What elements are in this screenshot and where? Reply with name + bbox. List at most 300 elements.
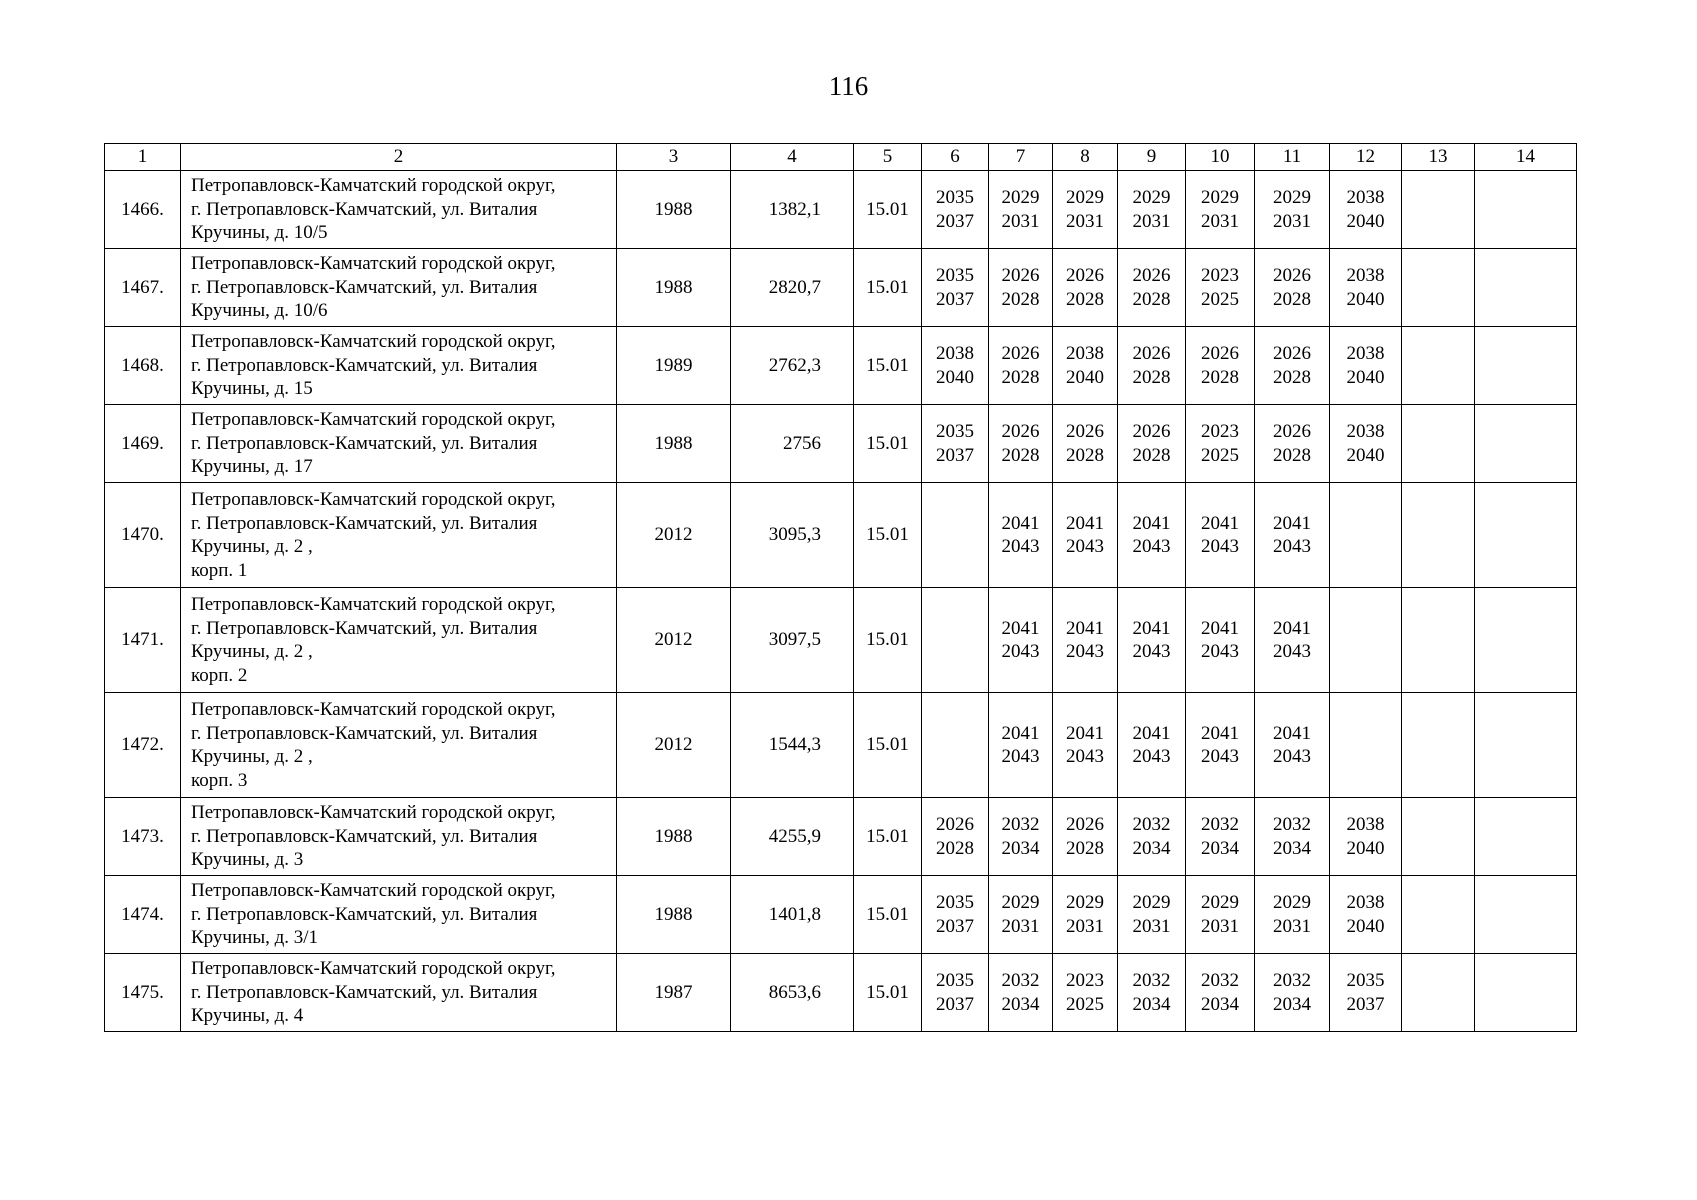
period-end: 2043 — [1132, 641, 1171, 662]
address-line: г. Петропавловск-Камчатский, ул. Виталия — [191, 198, 538, 220]
period-start: 2041 — [1001, 512, 1040, 534]
period-cell-col-10 — [1186, 483, 1255, 588]
period-start: 2041 — [1273, 722, 1311, 744]
period-end: 2028 — [1132, 288, 1171, 310]
code-cell: 15.01 — [854, 798, 922, 876]
period-cell-col-10 — [1186, 798, 1255, 876]
period-start: 2026 — [1273, 265, 1311, 286]
period-cell-col-8 — [1053, 171, 1118, 249]
period-start: 2029 — [1066, 892, 1104, 913]
period-cell-col-10 — [1186, 588, 1255, 693]
period-cell-col-7 — [989, 249, 1053, 327]
period-cell-col-6 — [922, 249, 989, 327]
period-end: 2037 — [936, 288, 974, 310]
period-cell-col-6 — [922, 405, 989, 483]
period-start: 2026 — [1201, 343, 1239, 364]
period-start: 2041 — [1001, 722, 1040, 744]
period-cell-col-9 — [1118, 693, 1186, 798]
period-start: 2026 — [1001, 265, 1040, 286]
address-line: Петропавловск-Камчатский городской округ, — [191, 253, 556, 275]
address-line: Петропавловск-Камчатский городской округ, — [191, 880, 556, 902]
period-start: 2026 — [1273, 421, 1311, 442]
period-cell-col-7 — [989, 483, 1053, 588]
period-end: 2043 — [1066, 641, 1104, 662]
period-end: 2025 — [1201, 444, 1239, 466]
address-cell — [181, 171, 617, 249]
year-cell: 1988 — [617, 798, 731, 876]
period-end: 2043 — [1132, 746, 1171, 767]
period-start: 2035 — [936, 187, 974, 208]
period-start: 2035 — [936, 265, 974, 286]
period-end: 2043 — [1066, 746, 1104, 767]
table-row — [105, 876, 1577, 954]
period-end: 2031 — [1066, 210, 1104, 232]
period-end: 2028 — [1132, 366, 1171, 388]
period-cell-col-13 — [1402, 483, 1475, 588]
area-cell: 1544,3 — [731, 693, 854, 798]
period-cell-col-6 — [922, 327, 989, 405]
column-header-8: 8 — [1053, 144, 1118, 171]
period-end: 2043 — [1066, 536, 1104, 557]
period-end: 2028 — [1001, 366, 1040, 388]
code-cell: 15.01 — [854, 327, 922, 405]
period-end: 2037 — [936, 210, 974, 232]
table-row — [105, 588, 1577, 693]
period-start: 2041 — [1066, 722, 1104, 744]
period-cell-col-8 — [1053, 588, 1118, 693]
period-end: 2034 — [1273, 837, 1311, 859]
address-line: г. Петропавловск-Камчатский, ул. Виталия — [191, 825, 538, 847]
period-cell-col-8 — [1053, 876, 1118, 954]
period-start: 2035 — [936, 421, 974, 442]
period-cell-col-7 — [989, 876, 1053, 954]
year-cell: 1988 — [617, 171, 731, 249]
page-number: 116 — [828, 71, 869, 101]
period-start: 2026 — [936, 814, 974, 835]
period-end: 2034 — [1132, 837, 1171, 859]
column-header-3: 3 — [617, 144, 731, 171]
address-line: г. Петропавловск-Камчатский, ул. Виталия — [191, 354, 538, 376]
period-start: 2026 — [1066, 814, 1104, 835]
period-cell-col-8 — [1053, 405, 1118, 483]
period-cell-col-9 — [1118, 249, 1186, 327]
period-end: 2040 — [1346, 210, 1385, 232]
column-header-6: 6 — [922, 144, 989, 171]
period-start: 2026 — [1132, 421, 1171, 442]
period-end: 2040 — [1066, 366, 1104, 388]
period-cell-col-10 — [1186, 327, 1255, 405]
period-start: 2029 — [1066, 187, 1104, 208]
period-start: 2032 — [1201, 970, 1239, 991]
address-line: Кручины, д. 4 — [191, 1005, 304, 1027]
period-end: 2028 — [1066, 444, 1104, 466]
row-number-cell: 1468. — [105, 327, 181, 405]
address-line: Кручины, д. 17 — [191, 456, 313, 478]
column-header-4: 4 — [731, 144, 854, 171]
period-cell-col-13 — [1402, 954, 1475, 1032]
row-number-cell: 1470. — [105, 483, 181, 588]
period-end: 2031 — [1201, 915, 1239, 937]
period-end: 2034 — [1273, 993, 1311, 1015]
address-line: Кручины, д. 10/5 — [191, 222, 328, 244]
period-start: 2032 — [1273, 814, 1311, 835]
period-cell-col-11 — [1255, 954, 1330, 1032]
period-start: 2038 — [1346, 343, 1385, 364]
table-row — [105, 171, 1577, 249]
period-end: 2031 — [1273, 210, 1311, 232]
address-line: корп. 3 — [191, 769, 248, 791]
period-cell-col-12 — [1330, 483, 1402, 588]
period-cell-col-9 — [1118, 171, 1186, 249]
table-row — [105, 405, 1577, 483]
period-cell-col-12 — [1330, 693, 1402, 798]
period-cell-col-9 — [1118, 327, 1186, 405]
period-cell-col-11 — [1255, 876, 1330, 954]
period-end: 2040 — [1346, 837, 1385, 859]
period-end: 2043 — [1001, 746, 1040, 767]
period-start: 2038 — [1346, 187, 1385, 208]
period-cell-col-14 — [1475, 876, 1577, 954]
period-start: 2023 — [1201, 421, 1239, 442]
period-end: 2043 — [1273, 641, 1311, 662]
address-line: Кручины, д. 10/6 — [191, 300, 328, 322]
period-cell-col-10 — [1186, 249, 1255, 327]
period-cell-col-13 — [1402, 588, 1475, 693]
period-end: 2037 — [1346, 993, 1385, 1015]
area-cell: 1382,1 — [731, 171, 854, 249]
address-line: Петропавловск-Камчатский городской округ, — [191, 489, 556, 510]
address-line: Кручины, д. 15 — [191, 378, 313, 400]
period-end: 2043 — [1132, 536, 1171, 557]
period-end: 2031 — [1132, 210, 1171, 232]
period-cell-col-8 — [1053, 693, 1118, 798]
address-cell — [181, 327, 617, 405]
period-end: 2028 — [1066, 837, 1104, 859]
code-cell: 15.01 — [854, 483, 922, 588]
period-start: 2026 — [1001, 343, 1040, 364]
period-cell-col-8 — [1053, 954, 1118, 1032]
year-cell: 1988 — [617, 405, 731, 483]
period-start: 2041 — [1273, 617, 1311, 639]
address-line: г. Петропавловск-Камчатский, ул. Виталия — [191, 903, 538, 925]
address-line: Петропавловск-Камчатский городской округ, — [191, 802, 556, 824]
period-end: 2034 — [1001, 837, 1040, 859]
period-cell-col-6 — [922, 483, 989, 588]
period-cell-col-11 — [1255, 588, 1330, 693]
period-cell-col-9 — [1118, 588, 1186, 693]
period-cell-col-13 — [1402, 876, 1475, 954]
period-cell-col-11 — [1255, 798, 1330, 876]
period-end: 2043 — [1201, 641, 1239, 662]
address-cell — [181, 876, 617, 954]
period-end: 2034 — [1132, 993, 1171, 1015]
period-end: 2031 — [1001, 915, 1040, 937]
period-start: 2041 — [1066, 512, 1104, 534]
period-start: 2041 — [1001, 617, 1040, 639]
code-cell: 15.01 — [854, 588, 922, 693]
period-cell-col-13 — [1402, 693, 1475, 798]
period-start: 2032 — [1273, 970, 1311, 991]
period-cell-col-14 — [1475, 249, 1577, 327]
year-cell: 1988 — [617, 876, 731, 954]
period-cell-col-13 — [1402, 171, 1475, 249]
period-start: 2029 — [1273, 892, 1311, 913]
period-start: 2026 — [1066, 265, 1104, 286]
period-cell-col-8 — [1053, 483, 1118, 588]
table-row — [105, 798, 1577, 876]
period-cell-col-10 — [1186, 693, 1255, 798]
address-line: г. Петропавловск-Камчатский, ул. Виталия — [191, 981, 538, 1003]
area-cell: 3097,5 — [731, 588, 854, 693]
row-number-cell: 1466. — [105, 171, 181, 249]
period-end: 2028 — [1273, 366, 1311, 388]
address-cell — [181, 954, 617, 1032]
period-start: 2026 — [1066, 421, 1104, 442]
address-line: Петропавловск-Камчатский городской округ, — [191, 958, 556, 980]
address-line: г. Петропавловск-Камчатский, ул. Виталия — [191, 617, 538, 639]
area-cell: 1401,8 — [731, 876, 854, 954]
period-end: 2040 — [1346, 915, 1385, 937]
period-start: 2041 — [1273, 512, 1311, 534]
period-start: 2029 — [1001, 892, 1040, 913]
address-cell — [181, 798, 617, 876]
code-cell: 15.01 — [854, 954, 922, 1032]
period-cell-col-14 — [1475, 954, 1577, 1032]
period-start: 2032 — [1001, 970, 1040, 991]
address-cell — [181, 588, 617, 693]
period-start: 2026 — [1001, 421, 1040, 442]
column-header-2: 2 — [181, 144, 617, 171]
table-row — [105, 249, 1577, 327]
period-end: 2043 — [1001, 641, 1040, 662]
period-cell-col-9 — [1118, 798, 1186, 876]
period-end: 2037 — [936, 444, 974, 466]
code-cell: 15.01 — [854, 171, 922, 249]
period-start: 2026 — [1132, 265, 1171, 286]
period-start: 2029 — [1132, 892, 1171, 913]
column-header-1: 1 — [105, 144, 181, 171]
period-start: 2029 — [1201, 892, 1239, 913]
year-cell: 1987 — [617, 954, 731, 1032]
period-cell-col-11 — [1255, 327, 1330, 405]
period-start: 2035 — [936, 970, 974, 991]
period-cell-col-14 — [1475, 693, 1577, 798]
period-end: 2028 — [1273, 288, 1311, 310]
period-cell-col-7 — [989, 588, 1053, 693]
period-cell-col-10 — [1186, 876, 1255, 954]
area-cell: 2820,7 — [731, 249, 854, 327]
address-line: Кручины, д. 2 , — [191, 641, 313, 662]
table-row — [105, 483, 1577, 588]
address-line: Кручины, д. 3 — [191, 849, 304, 871]
address-line: Петропавловск-Камчатский городской округ, — [191, 594, 556, 615]
period-start: 2041 — [1201, 512, 1239, 534]
period-start: 2038 — [1346, 814, 1385, 835]
period-start: 2038 — [1346, 892, 1385, 913]
period-end: 2031 — [1273, 915, 1311, 937]
table-row — [105, 693, 1577, 798]
period-cell-col-7 — [989, 693, 1053, 798]
address-line: Кручины, д. 3/1 — [191, 927, 319, 949]
row-number-cell: 1469. — [105, 405, 181, 483]
period-start: 2032 — [1201, 814, 1239, 835]
table-row — [105, 327, 1577, 405]
period-end: 2037 — [936, 915, 974, 937]
period-cell-col-14 — [1475, 327, 1577, 405]
period-cell-col-12 — [1330, 954, 1402, 1032]
address-line: Кручины, д. 2 , — [191, 746, 313, 767]
period-start: 2026 — [1273, 343, 1311, 364]
period-end: 2040 — [936, 366, 974, 388]
area-cell: 2756 — [731, 405, 854, 483]
address-line: Петропавловск-Камчатский городской округ, — [191, 175, 556, 197]
code-cell: 15.01 — [854, 405, 922, 483]
row-number-cell: 1475. — [105, 954, 181, 1032]
period-cell-col-6 — [922, 876, 989, 954]
row-number-cell: 1467. — [105, 249, 181, 327]
period-cell-col-7 — [989, 405, 1053, 483]
year-cell: 2012 — [617, 483, 731, 588]
period-start: 2032 — [1001, 814, 1040, 835]
address-cell — [181, 249, 617, 327]
address-line: корп. 2 — [191, 664, 248, 686]
period-start: 2026 — [1132, 343, 1171, 364]
row-number-cell: 1473. — [105, 798, 181, 876]
period-cell-col-11 — [1255, 483, 1330, 588]
period-start: 2038 — [936, 343, 974, 364]
period-cell-col-10 — [1186, 954, 1255, 1032]
year-cell: 1988 — [617, 249, 731, 327]
row-number-cell: 1471. — [105, 588, 181, 693]
period-cell-col-14 — [1475, 171, 1577, 249]
period-start: 2023 — [1201, 265, 1239, 286]
period-end: 2025 — [1201, 288, 1239, 310]
column-header-7: 7 — [989, 144, 1053, 171]
row-number-cell: 1472. — [105, 693, 181, 798]
address-line: г. Петропавловск-Камчатский, ул. Виталия — [191, 276, 538, 298]
period-cell-col-8 — [1053, 798, 1118, 876]
period-cell-col-14 — [1475, 798, 1577, 876]
period-cell-col-10 — [1186, 171, 1255, 249]
period-start: 2038 — [1346, 265, 1385, 286]
period-start: 2041 — [1132, 512, 1171, 534]
address-line: Петропавловск-Камчатский городской округ, — [191, 699, 556, 720]
period-end: 2040 — [1346, 444, 1385, 466]
area-cell: 4255,9 — [731, 798, 854, 876]
code-cell: 15.01 — [854, 693, 922, 798]
period-end: 2025 — [1066, 993, 1104, 1015]
period-cell-col-6 — [922, 588, 989, 693]
period-end: 2037 — [936, 993, 974, 1015]
column-header-11: 11 — [1255, 144, 1330, 171]
period-end: 2043 — [1201, 746, 1239, 767]
period-end: 2043 — [1273, 536, 1311, 557]
period-end: 2028 — [1001, 288, 1040, 310]
period-end: 2028 — [936, 837, 974, 859]
period-start: 2038 — [1066, 343, 1104, 364]
code-cell: 15.01 — [854, 249, 922, 327]
address-line: корп. 1 — [191, 559, 248, 581]
period-start: 2032 — [1132, 814, 1171, 835]
period-cell-col-9 — [1118, 876, 1186, 954]
address-line: г. Петропавловск-Камчатский, ул. Виталия — [191, 432, 538, 454]
period-cell-col-11 — [1255, 693, 1330, 798]
address-line: г. Петропавловск-Камчатский, ул. Виталия — [191, 722, 538, 744]
period-end: 2043 — [1273, 746, 1311, 767]
period-cell-col-8 — [1053, 249, 1118, 327]
area-cell: 3095,3 — [731, 483, 854, 588]
period-start: 2041 — [1132, 617, 1171, 639]
period-cell-col-7 — [989, 798, 1053, 876]
period-start: 2035 — [1346, 970, 1385, 991]
period-cell-col-13 — [1402, 405, 1475, 483]
column-number-row — [105, 144, 1577, 171]
period-end: 2031 — [1201, 210, 1239, 232]
column-header-12: 12 — [1330, 144, 1402, 171]
column-header-13: 13 — [1402, 144, 1475, 171]
period-end: 2031 — [1066, 915, 1104, 937]
period-cell-col-8 — [1053, 327, 1118, 405]
column-header-14: 14 — [1475, 144, 1577, 171]
period-start: 2029 — [1132, 187, 1171, 208]
address-line: Петропавловск-Камчатский городской округ, — [191, 331, 556, 353]
period-cell-col-6 — [922, 798, 989, 876]
period-end: 2034 — [1001, 993, 1040, 1015]
period-end: 2040 — [1346, 366, 1385, 388]
period-start: 2029 — [1001, 187, 1040, 208]
row-number-cell: 1474. — [105, 876, 181, 954]
period-start: 2038 — [1346, 421, 1385, 442]
period-start: 2041 — [1066, 617, 1104, 639]
area-cell: 2762,3 — [731, 327, 854, 405]
period-cell-col-11 — [1255, 249, 1330, 327]
year-cell: 2012 — [617, 693, 731, 798]
period-cell-col-14 — [1475, 588, 1577, 693]
period-cell-col-12 — [1330, 798, 1402, 876]
address-line: Петропавловск-Камчатский городской округ, — [191, 409, 556, 431]
period-cell-col-12 — [1330, 171, 1402, 249]
period-cell-col-11 — [1255, 405, 1330, 483]
period-start: 2041 — [1201, 722, 1239, 744]
period-cell-col-7 — [989, 954, 1053, 1032]
period-end: 2028 — [1201, 366, 1239, 388]
period-cell-col-12 — [1330, 249, 1402, 327]
period-cell-col-11 — [1255, 171, 1330, 249]
address-line: Кручины, д. 2 , — [191, 536, 313, 557]
period-cell-col-14 — [1475, 483, 1577, 588]
period-cell-col-6 — [922, 954, 989, 1032]
period-start: 2041 — [1201, 617, 1239, 639]
period-cell-col-6 — [922, 171, 989, 249]
period-cell-col-6 — [922, 693, 989, 798]
period-cell-col-9 — [1118, 405, 1186, 483]
period-cell-col-12 — [1330, 876, 1402, 954]
year-cell: 2012 — [617, 588, 731, 693]
period-start: 2029 — [1273, 187, 1311, 208]
period-end: 2028 — [1066, 288, 1104, 310]
period-cell-col-7 — [989, 171, 1053, 249]
period-end: 2031 — [1001, 210, 1040, 232]
year-cell: 1989 — [617, 327, 731, 405]
period-end: 2028 — [1001, 444, 1040, 466]
period-end: 2031 — [1132, 915, 1171, 937]
area-cell: 8653,6 — [731, 954, 854, 1032]
period-cell-col-12 — [1330, 588, 1402, 693]
period-start: 2032 — [1132, 970, 1171, 991]
address-cell — [181, 483, 617, 588]
period-cell-col-13 — [1402, 327, 1475, 405]
address-cell — [181, 693, 617, 798]
